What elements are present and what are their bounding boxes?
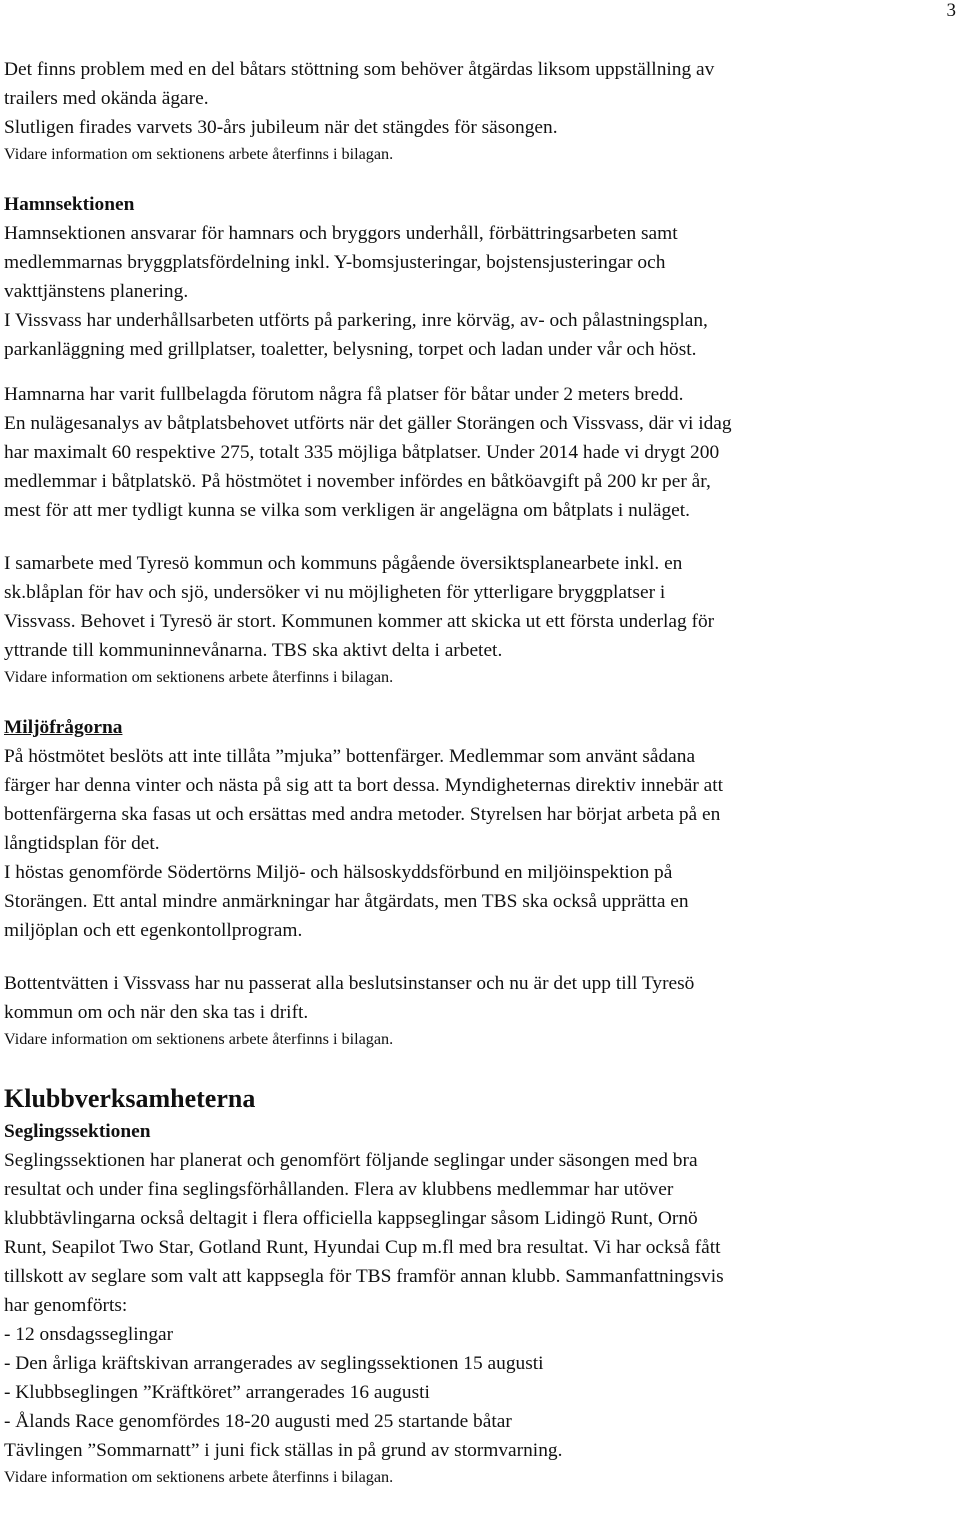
- segling-line: Runt, Seapilot Two Star, Gotland Runt, Hyundai Cup m.fl med bra resultat. Vi har också fått: [4, 1237, 721, 1258]
- intro-line: trailers med okända ägare.: [4, 88, 209, 109]
- miljo-line: långtidsplan för det.: [4, 833, 160, 854]
- document-body: [4, 55, 956, 1489]
- miljo-line: kommun om och när den ska tas i drift.: [4, 1002, 309, 1023]
- segling-list-item: - Den årliga kräftskivan arrangerades av seglingssektionen 15 augusti: [4, 1353, 544, 1374]
- segling-list-item: - Klubbseglingen ”Kräftköret” arrangerades 16 augusti: [4, 1382, 430, 1403]
- hamn-line: medlemmar i båtplatskö. På höstmötet i november infördes en båtköavgift på 200 kr per år,: [4, 471, 711, 492]
- hamn-line: Hamnsektionen ansvarar för hamnars och bryggors underhåll, förbättringsarbeten samt: [4, 223, 678, 244]
- hamn-line: har maximalt 60 respektive 275, totalt 335 möjliga båtplatser. Under 2014 hade vi drygt 200: [4, 442, 720, 463]
- klubb-heading: Klubbverksamheterna: [4, 1084, 256, 1113]
- hamn-line: parkanläggning med grillplatser, toaletter, belysning, torpet och ladan under vår och höst.: [4, 339, 697, 360]
- hamn-line: I samarbete med Tyresö kommun och kommuns pågående översiktsplanearbete inkl. en: [4, 553, 683, 574]
- segling-list-item: - 12 onsdagsseglingar: [4, 1324, 174, 1345]
- miljo-line: Bottentvätten i Vissvass har nu passerat alla beslutsinstanser och nu är det upp till Tyresö: [4, 973, 695, 994]
- hamn-line: Hamnarna har varit fullbelagda förutom några få platser för båtar under 2 meters bredd.: [4, 384, 684, 405]
- hamn-heading: Hamnsektionen: [4, 194, 135, 215]
- hamn-line: yttrande till kommuninnevånarna. TBS ska aktivt delta i arbetet.: [4, 640, 503, 661]
- intro-more-info: Vidare information om sektionens arbete återfinns i bilagan.: [4, 145, 394, 163]
- segling-line: klubbtävlingarna också deltagit i flera officiella kappseglingar såsom Lidingö Runt, Ornö: [4, 1208, 698, 1229]
- miljo-line: I höstas genomförde Södertörns Miljö- och hälsoskyddsförbund en miljöinspektion på: [4, 862, 673, 883]
- segling-heading: Seglingssektionen: [4, 1121, 151, 1142]
- segling-line: Tävlingen ”Sommarnatt” i juni fick ställas in på grund av stormvarning.: [4, 1440, 563, 1461]
- segling-line: tillskott av seglare som valt att kappsegla för TBS framför annan klubb. Sammanfattningsvis: [4, 1266, 724, 1287]
- segling-list-item: - Ålands Race genomfördes 18-20 augusti med 25 startande båtar: [4, 1411, 512, 1432]
- hamn-line: medlemmarnas bryggplatsfördelning inkl. Y-bomsjusteringar, bojstensjusteringar och: [4, 252, 666, 273]
- miljo-line: bottenfärgerna ska fasas ut och ersättas med andra metoder. Styrelsen har börjat arbeta på en: [4, 804, 721, 825]
- segling-line: Seglingssektionen har planerat och genomfört följande seglingar under säsongen med bra: [4, 1150, 698, 1171]
- miljo-line: färger har denna vinter och nästa på sig att ta bort dessa. Myndigheternas direktiv innebär att: [4, 775, 724, 796]
- hamn-more-info: Vidare information om sektionens arbete återfinns i bilagan.: [4, 668, 394, 686]
- intro-line: Slutligen firades varvets 30-års jubileum när det stängdes för säsongen.: [4, 117, 558, 138]
- intro-line: Det finns problem med en del båtars stöttning som behöver åtgärdas liksom uppställning av: [4, 59, 715, 80]
- miljo-heading: Miljöfrågorna: [4, 717, 123, 738]
- segling-line: resultat och under fina seglingsförhållanden. Flera av klubbens medlemmar har utöver: [4, 1179, 674, 1200]
- hamn-line: vakttjänstens planering.: [4, 281, 189, 302]
- miljo-line: Storängen. Ett antal mindre anmärkningar har åtgärdats, men TBS ska också upprätta en: [4, 891, 689, 912]
- miljo-line: miljöplan och ett egenkontollprogram.: [4, 920, 303, 941]
- page-number: 3: [946, 0, 956, 21]
- miljo-more-info: Vidare information om sektionens arbete återfinns i bilagan.: [4, 1030, 394, 1048]
- hamn-line: I Vissvass har underhållsarbeten utförts på parkering, inre körväg, av- och pålastningsplan,: [4, 310, 708, 331]
- hamn-line: En nulägesanalys av båtplatsbehovet utförts när det gäller Storängen och Vissvass, där vi idag: [4, 413, 732, 434]
- miljo-line: På höstmötet beslöts att inte tillåta ”mjuka” bottenfärger. Medlemmar som använt sådana: [4, 746, 696, 767]
- hamn-line: Vissvass. Behovet i Tyresö är stort. Kommunen kommer att skicka ut ett första underlag för: [4, 611, 715, 632]
- klubb-more-info: Vidare information om sektionens arbete återfinns i bilagan.: [4, 1468, 394, 1486]
- hamn-line: sk.blåplan för hav och sjö, undersöker vi nu möjligheten för ytterligare bryggplatser i: [4, 582, 666, 603]
- segling-line: har genomförts:: [4, 1295, 128, 1316]
- hamn-line: mest för att mer tydligt kunna se vilka som verkligen är angelägna om båtplats i nuläget.: [4, 500, 691, 521]
